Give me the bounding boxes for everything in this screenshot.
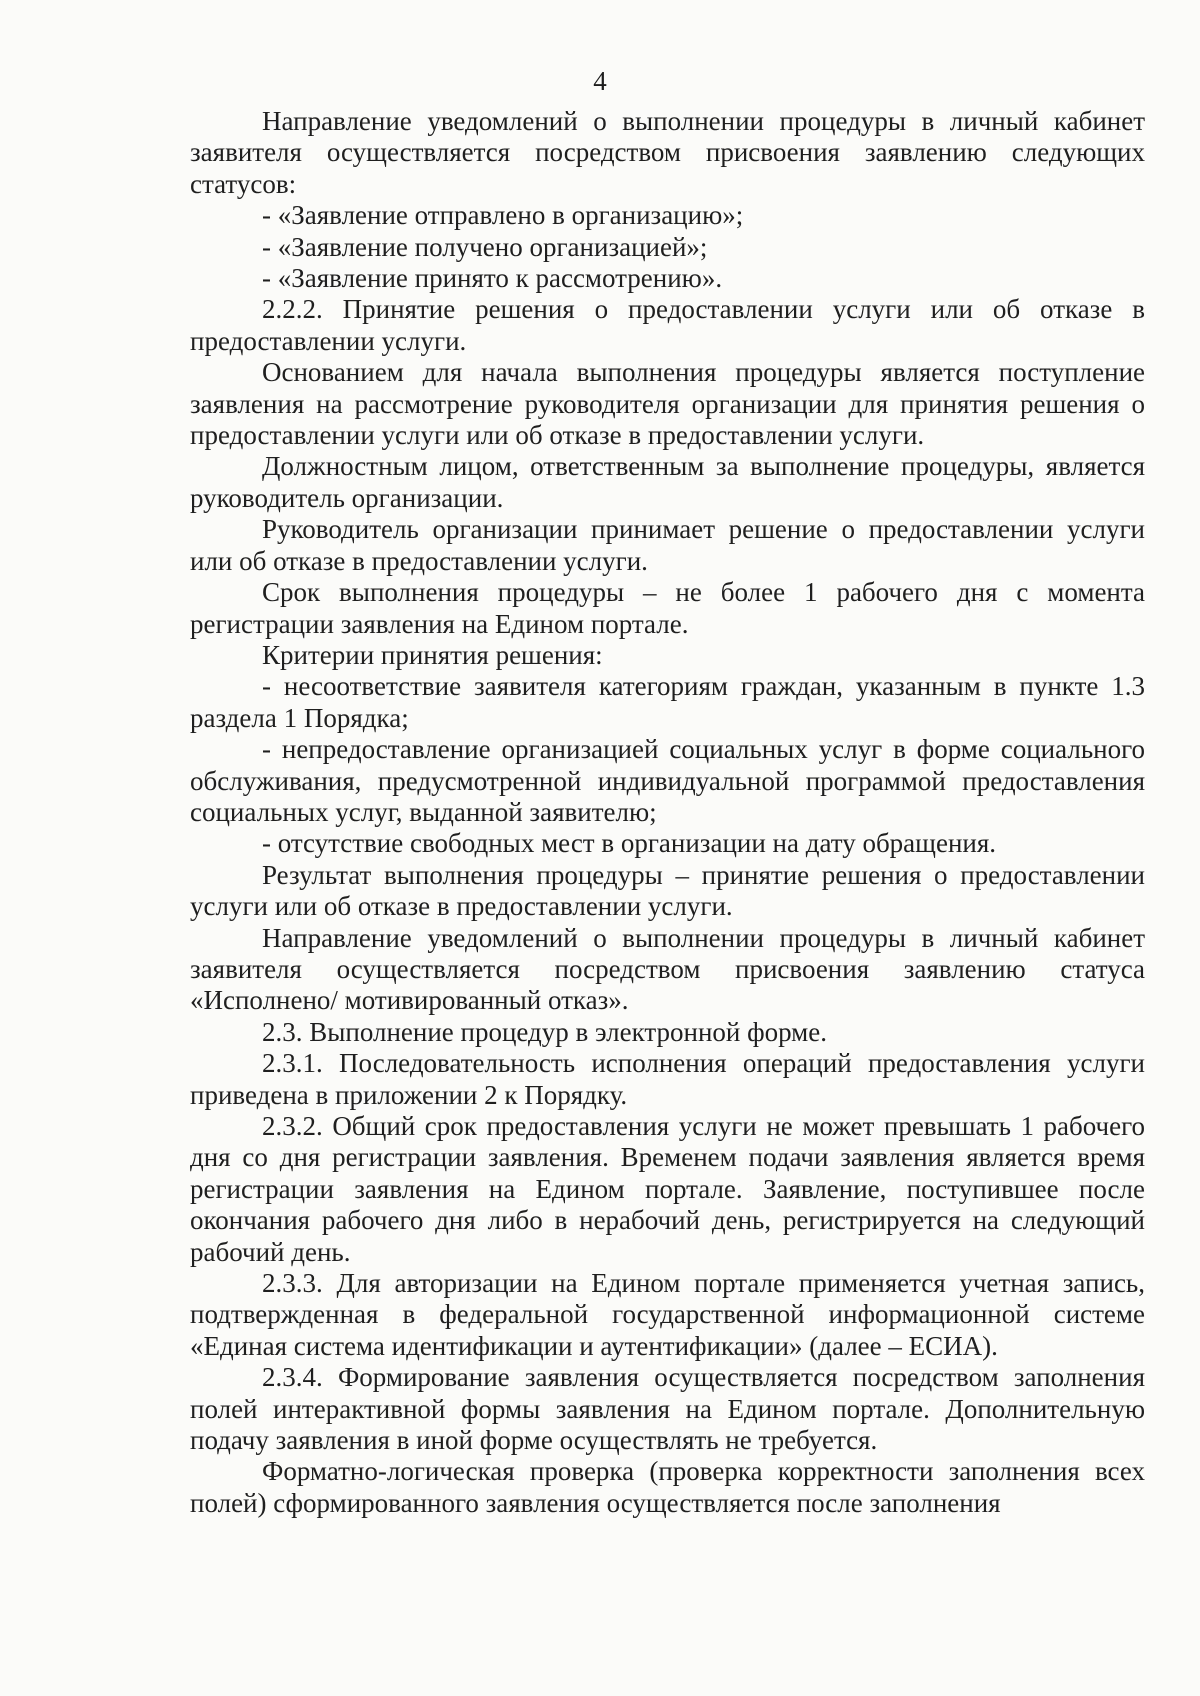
list-item-status-accepted: - «Заявление принято к рассмотрению». <box>262 263 723 294</box>
paragraph-procedure-basis: Основанием для начала выполнения процедуры является поступление заявления на рассмотрение руководителя организации для принятия решения о предоставлении услуги или об отказе в предоставлении услуги. <box>190 357 1145 451</box>
section-2-3-4: 2.3.4. Формирование заявления осуществляется посредством заполнения полей интерактивной формы заявления на Едином портале. Дополнительную подачу заявления в иной форме осуществлять не требуется. <box>190 1362 1145 1456</box>
paragraph-notification-statuses: Направление уведомлений о выполнении процедуры в личный кабинет заявителя осуществляется посредством присвоения заявлению следующих статусов: <box>190 106 1145 199</box>
paragraph-decision-criteria: Критерии принятия решения: <box>262 639 603 670</box>
page-number: 4 <box>593 66 607 96</box>
section-2-3-3: 2.3.3. Для авторизации на Едином портале применяется учетная запись, подтвержденная в федеральной государственной информационной системе «Единая система идентификации и аутентификации» (далее – ЕСИА). <box>190 1268 1145 1361</box>
paragraph-format-logic-check: Форматно-логическая проверка (проверка корректности заполнения всех полей) сформированного заявления осуществляется после заполнения <box>190 1456 1145 1518</box>
paragraph-procedure-result: Результат выполнения процедуры – принятие решения о предоставлении услуги или об отказе в предоставлении услуги. <box>190 859 1145 922</box>
list-item-status-sent: - «Заявление отправлено в организацию»; <box>262 200 744 231</box>
section-heading-2-2-2: 2.2.2. Принятие решения о предоставлении услуги или об отказе в предоставлении услуги. <box>190 294 1145 356</box>
list-item-criterion-category: - несоответствие заявителя категориям граждан, указанным в пункте 1.3 раздела 1 Порядка; <box>190 671 1145 733</box>
paragraph-head-decision: Руководитель организации принимает решение о предоставлении услуги или об отказе в предоставлении услуги. <box>190 514 1145 576</box>
document-body <box>190 106 1145 1519</box>
list-item-criterion-vacancies: - отсутствие свободных мест в организации на дату обращения. <box>262 828 997 859</box>
section-2-3-1: 2.3.1. Последовательность исполнения операций предоставления услуги приведена в приложении 2 к Порядку. <box>190 1048 1145 1110</box>
paragraph-final-status: Направление уведомлений о выполнении процедуры в личный кабинет заявителя осуществляется посредством присвоения заявлению статуса «Исполнено/ мотивированный отказ». <box>190 922 1145 1016</box>
paragraph-procedure-deadline: Срок выполнения процедуры – не более 1 рабочего дня с момента регистрации заявления на Едином портале. <box>190 577 1145 639</box>
section-heading-2-3: 2.3. Выполнение процедур в электронной форме. <box>262 1016 827 1047</box>
list-item-status-received: - «Заявление получено организацией»; <box>262 231 708 262</box>
paragraph-responsible-official: Должностным лицом, ответственным за выполнение процедуры, является руководитель организации. <box>190 451 1145 513</box>
list-item-criterion-services: - непредоставление организацией социальных услуг в форме социального обслуживания, предусмотренной индивидуальной программой предоставления социальных услуг, выданной заявителю; <box>190 734 1145 827</box>
section-2-3-2: 2.3.2. Общий срок предоставления услуги не может превышать 1 рабочего дня со дня регистрации заявления. Временем подачи заявления является время регистрации заявления на Едином портале. Заявление, поступившее после окончания рабочего дня либо в нерабочий день, регистрируется на следующий рабочий день. <box>190 1111 1145 1267</box>
